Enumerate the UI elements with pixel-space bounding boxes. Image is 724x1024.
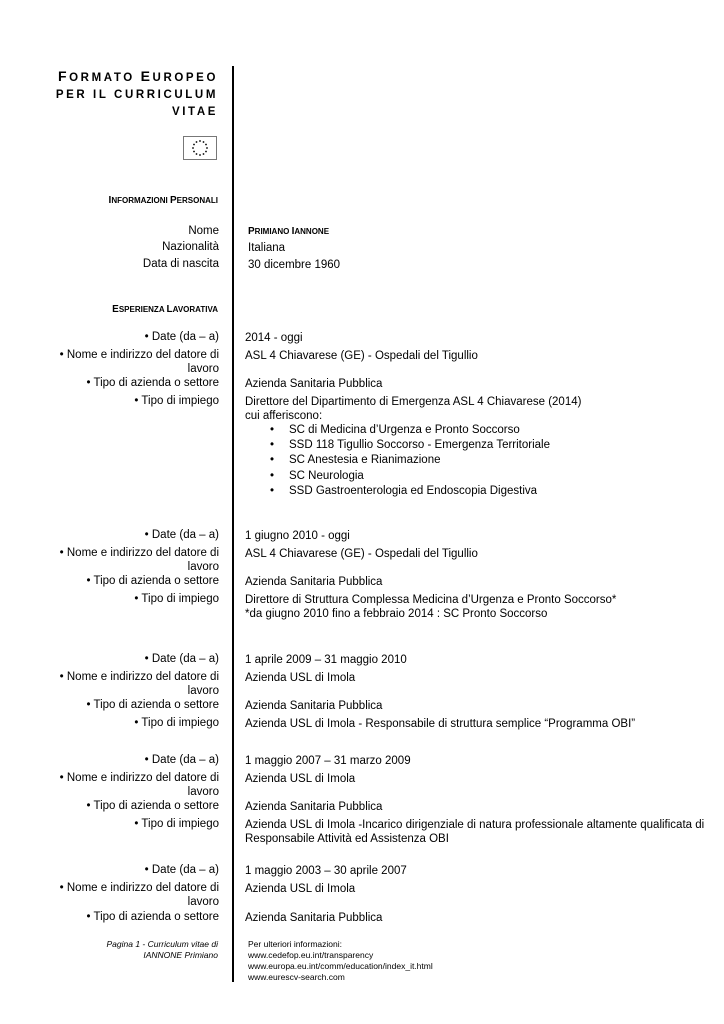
date-value: 1 maggio 2007 – 31 marzo 2009 [245, 755, 411, 767]
list-item: • SSD 118 Tigullio Soccorso - Emergenza Territoriale [270, 438, 550, 453]
role-line: Azienda USL di Imola -Incarico dirigenziale di natura professionale altamente qualificata di [245, 819, 705, 831]
footer-link: www.europa.eu.int/comm/education/index_it.html [248, 961, 433, 971]
role-label: • Tipo di impiego [134, 395, 219, 407]
sector-label: • Tipo di azienda o settore [86, 699, 219, 711]
employer-label-line-1: • Nome e indirizzo del datore di [59, 547, 219, 559]
title-line-1: FORMATO EUROPEO [57, 68, 218, 84]
eu-flag-icon [183, 136, 217, 160]
role-label: • Tipo di impiego [134, 818, 219, 830]
date-label: • Date (da – a) [144, 754, 219, 766]
date-label: • Date (da – a) [144, 331, 219, 343]
role-line: Azienda USL di Imola - Responsabile di struttura semplice “Programma OBI” [245, 718, 636, 730]
employer-label [9, 671, 219, 698]
sector-value: Azienda Sanitaria Pubblica [245, 576, 383, 588]
footer-page-info: Pagina 1 - Curriculum vitae di [106, 939, 218, 949]
employer-value: Azienda USL di Imola [245, 773, 356, 785]
sector-value: Azienda Sanitaria Pubblica [245, 801, 383, 813]
vertical-divider [232, 66, 234, 982]
employer-value: Azienda USL di Imola [245, 883, 356, 895]
employer-label [9, 882, 219, 909]
name-value: PRIMIANO IANNONE [248, 226, 330, 237]
date-label: • Date (da – a) [144, 653, 219, 665]
role-value [245, 593, 705, 621]
date-value: 1 giugno 2010 - oggi [245, 530, 350, 542]
employer-label [9, 547, 219, 574]
sector-value: Azienda Sanitaria Pubblica [245, 700, 383, 712]
footer-author: IANNONE Primiano [143, 950, 218, 960]
sector-label: • Tipo di azienda o settore [86, 800, 219, 812]
role-line: Direttore di Struttura Complessa Medicina d’Urgenza e Pronto Soccorso* [245, 594, 617, 606]
nationality-value: Italiana [248, 242, 286, 254]
sector-label: • Tipo di azienda o settore [86, 911, 219, 923]
employer-value: Azienda USL di Imola [245, 672, 356, 684]
employer-label-line-2: lavoro [187, 895, 219, 908]
cv-title [56, 68, 218, 121]
employer-value: ASL 4 Chiavarese (GE) - Ospedali del Tigullio [245, 548, 478, 560]
list-item: • SC Anestesia e Rianimazione [270, 453, 550, 468]
role-line: Responsabile Attività ed Assistenza OBI [245, 833, 449, 845]
name-label: Nome [188, 225, 219, 237]
role-line: cui afferiscono: [245, 410, 323, 422]
sector-label: • Tipo di azienda o settore [86, 377, 219, 389]
list-item: • SC Neurologia [270, 469, 550, 484]
role-line: Direttore del Dipartimento di Emergenza ASL 4 Chiavarese (2014) [245, 396, 582, 408]
employer-label [9, 349, 219, 376]
employer-label-line-1: • Nome e indirizzo del datore di [59, 882, 219, 894]
list-item: • SC di Medicina d’Urgenza e Pronto Soccorso [270, 423, 550, 438]
employer-label-line-1: • Nome e indirizzo del datore di [59, 671, 219, 683]
birth-label: Data di nascita [142, 258, 219, 270]
date-value: 1 aprile 2009 – 31 maggio 2010 [245, 654, 407, 666]
date-value: 1 maggio 2003 – 30 aprile 2007 [245, 865, 407, 877]
role-label: • Tipo di impiego [134, 593, 219, 605]
list-item: • SSD Gastroenterologia ed Endoscopia Digestiva [270, 484, 550, 499]
date-value: 2014 - oggi [245, 332, 303, 344]
employer-label-line-2: lavoro [187, 362, 219, 375]
page-footer-right [248, 939, 433, 983]
employer-label [9, 772, 219, 799]
role-value [245, 395, 705, 423]
nationality-label: Nazionalità [162, 241, 219, 253]
sector-label: • Tipo di azienda o settore [86, 575, 219, 587]
footer-info-heading: Per ulteriori informazioni: [248, 939, 343, 949]
sector-value: Azienda Sanitaria Pubblica [245, 912, 383, 924]
section-title-experience: ESPERIENZA LAVORATIVA [112, 304, 218, 315]
sector-value: Azienda Sanitaria Pubblica [245, 378, 383, 390]
employer-label-line-2: lavoro [187, 560, 219, 573]
footer-link: www.eurescv-search.com [248, 972, 345, 982]
role-value [245, 717, 705, 731]
role-line: *da giugno 2010 fino a febbraio 2014 : SC Pronto Soccorso [245, 608, 548, 620]
footer-link: www.cedefop.eu.int/transparency [248, 950, 374, 960]
employer-label-line-1: • Nome e indirizzo del datore di [59, 772, 219, 784]
employer-label-line-2: lavoro [187, 684, 219, 697]
role-value [245, 818, 705, 846]
page-footer-left [107, 939, 219, 961]
title-line-2: PER IL CURRICULUM [55, 89, 218, 101]
title-line-3: VITAE [171, 106, 218, 118]
date-label: • Date (da – a) [144, 864, 219, 876]
department-list [270, 423, 550, 499]
role-label: • Tipo di impiego [134, 717, 219, 729]
employer-value: ASL 4 Chiavarese (GE) - Ospedali del Tigullio [245, 350, 478, 362]
section-title-personal: INFORMAZIONI PERSONALI [108, 195, 218, 206]
date-label: • Date (da – a) [144, 529, 219, 541]
employer-label-line-2: lavoro [187, 785, 219, 798]
employer-label-line-1: • Nome e indirizzo del datore di [59, 349, 219, 361]
birth-value: 30 dicembre 1960 [248, 259, 341, 271]
